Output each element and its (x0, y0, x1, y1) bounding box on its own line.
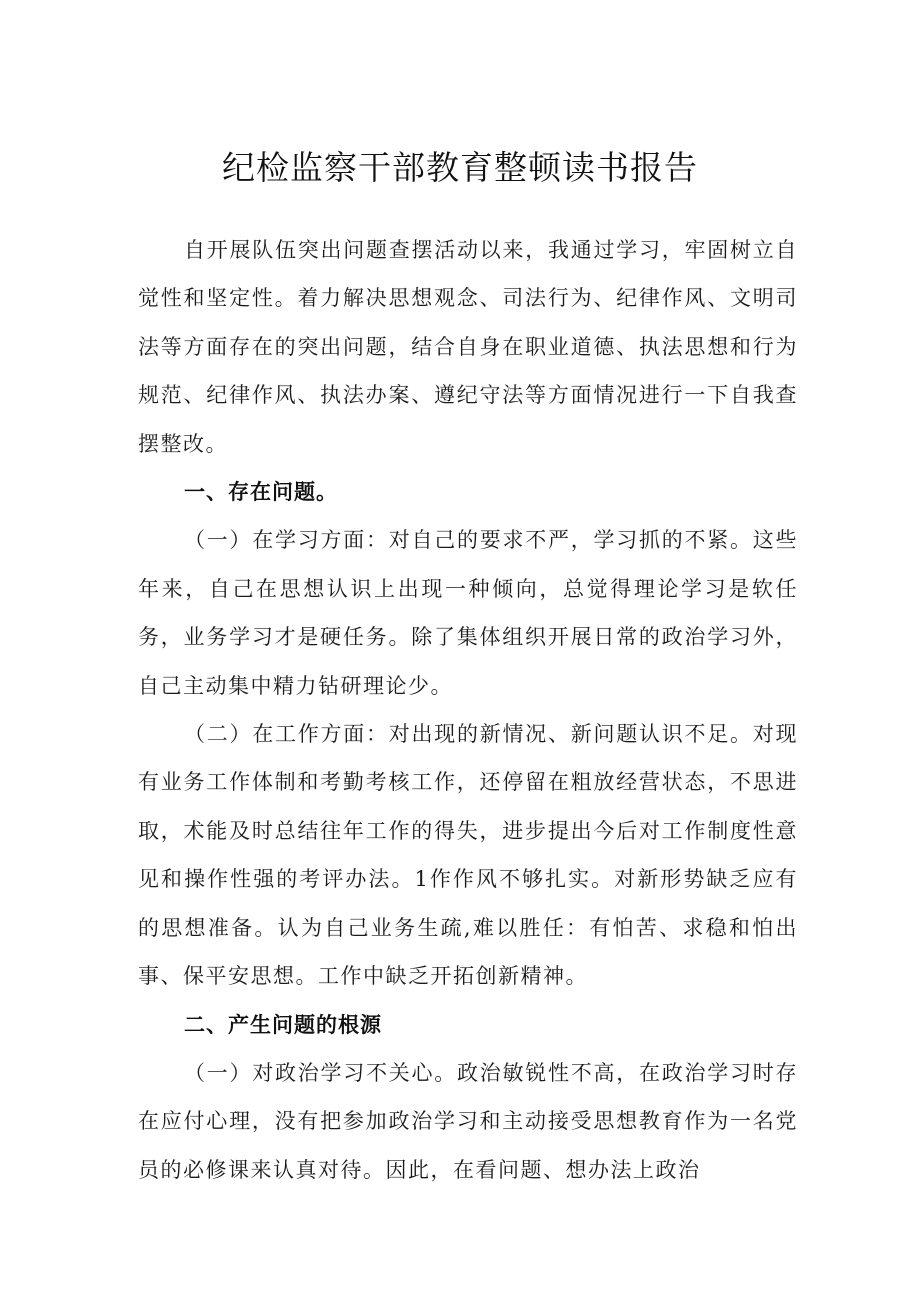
section-heading-problems: 一、存在问题。 (184, 480, 338, 505)
intro-paragraph: 自开展队伍突出问题查摆活动以来，我通过学习，牢固树立自觉性和坚定性。着力解决思想观念、司法行为、纪律作风、文明司法等方面存在的突出问题，结合自身在职业道德、执法思想和行为规范、纪律作风、执法办案、遵纪守法等方面情况进行一下自我查摆整改。 (138, 238, 798, 456)
cause-political-study-paragraph: （一）对政治学习不关心。政治敏锐性不高，在政治学习时存在应付心理，没有把参加政治学习和主动接受思想教育作为一名党员的必修课来认真对待。因此，在看问题、想办法上政治 (138, 1060, 798, 1182)
problem-work-paragraph: （二）在工作方面：对出现的新情况、新问题认识不足。对现有业务工作体制和考勤考核工作，还停留在粗放经营状态，不思进取，术能及时总结往年工作的得失，进步提出今后对工作制度性意见和操作性强的考评办法。1作作风不够扎实。对新形势缺乏应有的思想准备。认为自己业务生疏,难以胜任：有怕苦、求稳和怕出事、保平安思想。工作中缺乏开拓创新精神。 (138, 722, 798, 989)
document-title: 纪检监察干部教育整顿读书报告 (222, 148, 698, 187)
document-body (138, 226, 798, 1194)
section-heading-root-causes: 二、产生问题的根源 (184, 1012, 382, 1037)
problem-study-paragraph: （一）在学习方面：对自己的要求不严，学习抓的不紧。这些年来，自己在思想认识上出现一种倾向，总觉得理论学习是软任务，业务学习才是硬任务。除了集体组织开展日常的政治学习外，自己主动集中精力钻研理论少。 (138, 528, 798, 698)
